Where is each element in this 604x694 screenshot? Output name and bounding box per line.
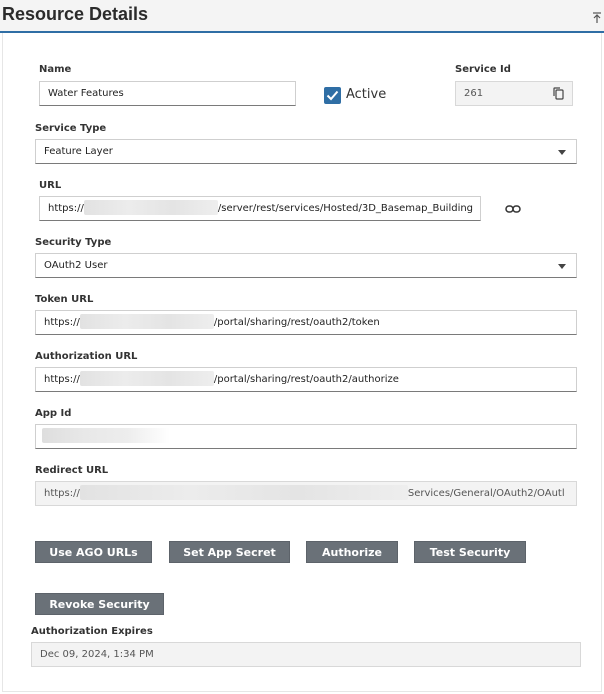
app-id-label: App Id [35, 408, 72, 419]
url-prefix: https:// [48, 203, 84, 214]
page-title: Resource Details [2, 4, 149, 24]
token-url-label: Token URL [35, 294, 94, 305]
url-suffix: /server/rest/services/Hosted/3D_Basemap_Building [217, 203, 474, 214]
name-label: Name [39, 64, 72, 75]
chevron-down-icon [558, 150, 566, 155]
redirect-url-suffix: Services/General/OAuth2/OAutl [407, 488, 565, 499]
name-input[interactable]: Water Features [39, 81, 296, 106]
token-url-suffix: /portal/sharing/rest/oauth2/token [213, 317, 380, 328]
chevron-down-icon [558, 264, 566, 269]
set-app-secret-button[interactable]: Set App Secret [169, 541, 290, 563]
service-id-label: Service Id [455, 64, 511, 75]
checkmark-icon [324, 87, 341, 104]
authorization-expires-field: Dec 09, 2024, 1:34 PM [31, 642, 581, 667]
authorize-button[interactable]: Authorize [306, 541, 398, 563]
app-id-input[interactable] [35, 424, 577, 449]
redirect-url-prefix: https:// [44, 488, 80, 499]
security-type-value: OAuth2 User [44, 260, 108, 271]
test-security-button[interactable]: Test Security [414, 541, 526, 563]
authorization-url-input[interactable] [35, 367, 577, 392]
active-checkbox[interactable] [324, 87, 341, 104]
redacted-app-id [42, 428, 170, 443]
link-icon[interactable] [505, 204, 521, 214]
token-url-input[interactable] [35, 310, 577, 335]
active-label: Active [346, 87, 387, 102]
url-label: URL [39, 180, 62, 191]
service-type-label: Service Type [35, 123, 107, 134]
token-url-prefix: https:// [44, 317, 80, 328]
url-input[interactable] [39, 196, 481, 221]
redirect-url-field [35, 481, 577, 506]
redacted-host [80, 371, 214, 386]
authorization-expires-label: Authorization Expires [31, 626, 153, 637]
security-type-label: Security Type [35, 237, 112, 248]
redirect-url-label: Redirect URL [35, 465, 109, 476]
service-type-value: Feature Layer [44, 146, 113, 157]
resource-details-header [0, 0, 604, 33]
authorization-url-label: Authorization URL [35, 351, 138, 362]
service-id-field [455, 81, 573, 106]
authorization-url-prefix: https:// [44, 374, 80, 385]
service-type-select[interactable] [35, 139, 577, 164]
resource-details-panel [2, 33, 602, 692]
copy-icon[interactable] [553, 87, 564, 100]
authorization-url-suffix: /portal/sharing/rest/oauth2/authorize [213, 374, 399, 385]
service-id-value: 261 [464, 88, 484, 99]
use-ago-urls-button[interactable]: Use AGO URLs [35, 541, 152, 563]
collapse-up-icon[interactable] [592, 12, 602, 24]
redacted-host [80, 485, 408, 500]
security-type-select[interactable] [35, 253, 577, 278]
redacted-host [84, 200, 218, 215]
redacted-host [80, 314, 214, 329]
revoke-security-button[interactable]: Revoke Security [35, 593, 164, 615]
